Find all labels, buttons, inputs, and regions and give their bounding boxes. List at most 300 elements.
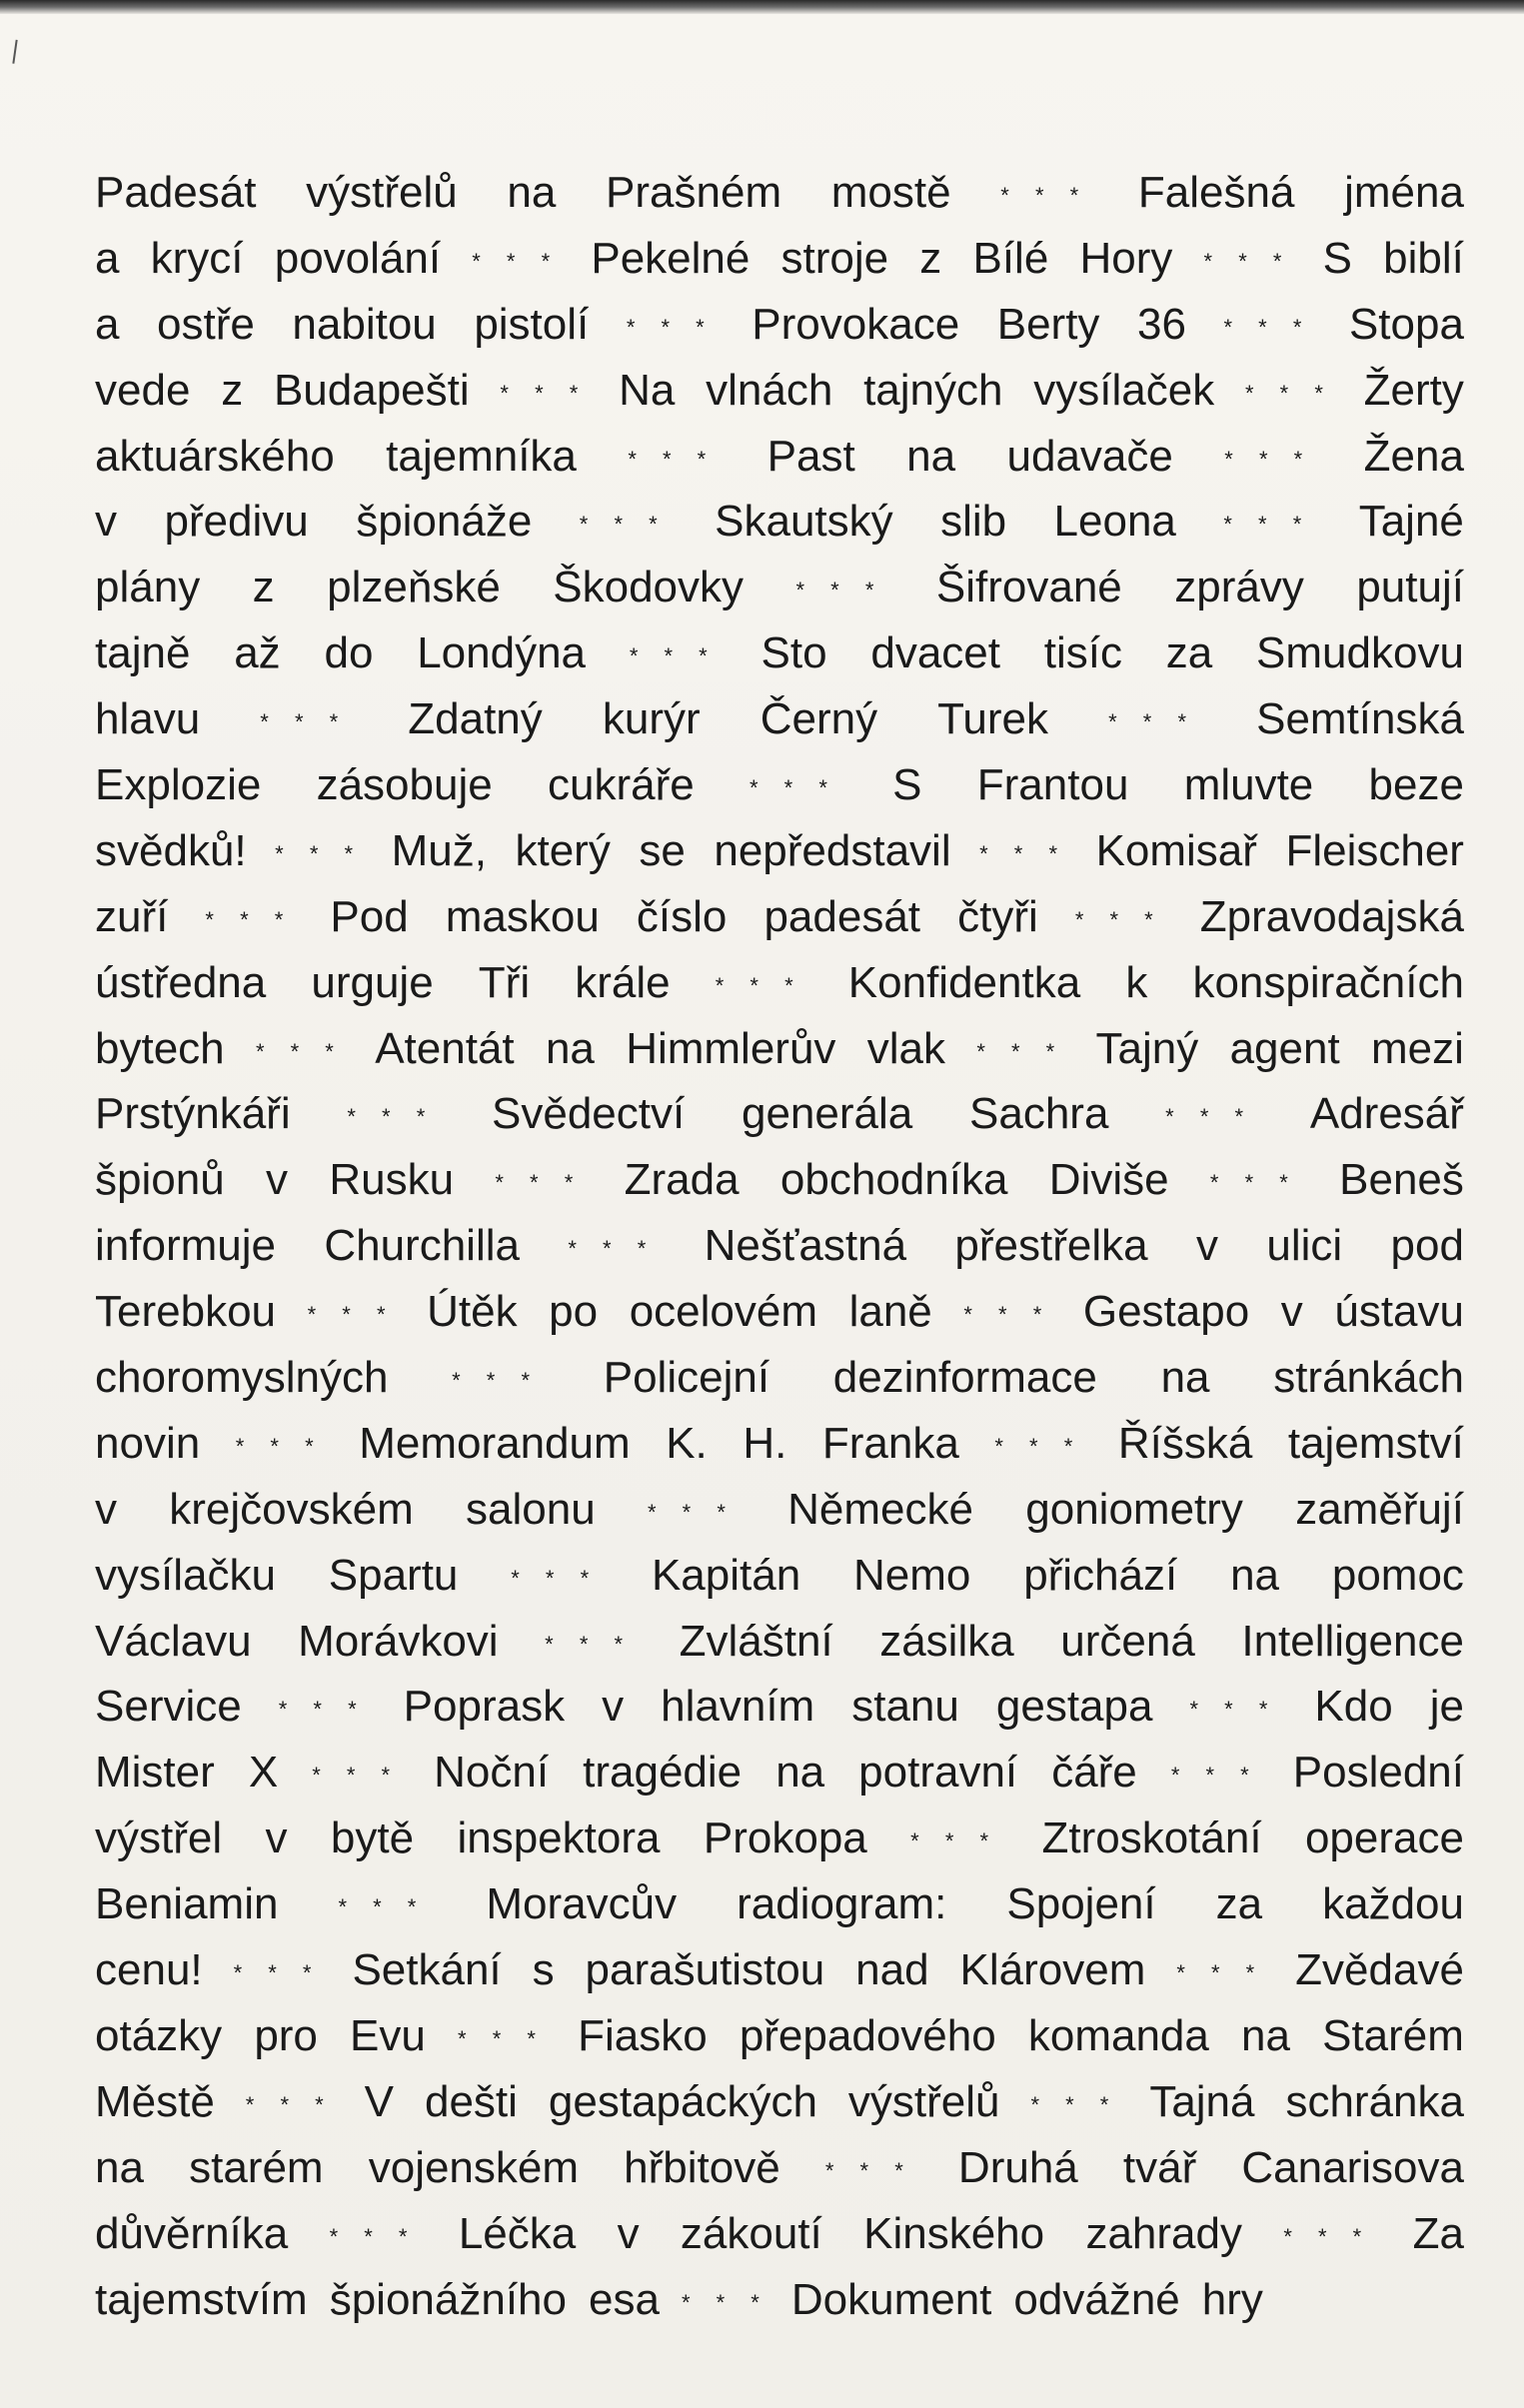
word: Churchilla — [324, 1221, 520, 1271]
star-separator: * * * — [458, 2025, 546, 2051]
word: vysílaček — [1033, 365, 1215, 415]
text-line — [95, 226, 1464, 292]
word: 36 — [1136, 299, 1186, 349]
word: zaměřují — [1295, 1484, 1464, 1534]
text-line — [95, 1609, 1464, 1675]
word: krejčovském — [169, 1484, 414, 1534]
star-separator: * * * — [1000, 183, 1089, 208]
word: a — [95, 233, 120, 283]
text-line — [95, 1279, 1464, 1345]
star-separator: * * * — [329, 2223, 418, 2249]
word: H. — [743, 1418, 787, 1468]
text-line — [95, 1345, 1464, 1411]
star-separator: * * * — [278, 1697, 367, 1723]
word: vlak — [866, 1023, 945, 1073]
star-separator: * * * — [628, 446, 717, 472]
word: plzeňské — [327, 563, 501, 612]
word: tisíc — [1043, 628, 1122, 678]
word: pomoc — [1331, 1550, 1464, 1600]
word: Šifrované — [935, 563, 1122, 612]
word: konspiračních — [1192, 957, 1464, 1007]
word: generála — [741, 1089, 913, 1139]
word: na — [507, 168, 557, 217]
word: jména — [1344, 168, 1464, 217]
word: Smudkovu — [1256, 628, 1464, 678]
word: Sachra — [969, 1089, 1109, 1139]
star-separator: * * * — [312, 1763, 401, 1789]
word: Městě — [95, 2076, 215, 2126]
word: Spojení — [1006, 1879, 1156, 1929]
word: z — [252, 563, 275, 612]
star-separator: * * * — [824, 2157, 913, 2183]
word: stránkách — [1273, 1353, 1464, 1403]
word: Past — [766, 431, 855, 481]
word: V — [364, 2076, 395, 2126]
word: vojenském — [368, 2142, 580, 2192]
word: přepadového — [739, 2010, 996, 2060]
word: Kdo — [1314, 1682, 1393, 1732]
word: předivu — [164, 497, 309, 547]
word: z — [221, 365, 244, 415]
word: Škodovky — [553, 563, 745, 612]
word: na — [1230, 1550, 1280, 1600]
word: zuří — [95, 891, 169, 941]
text-line — [95, 1016, 1464, 1082]
word: Žerty — [1363, 365, 1464, 415]
word: kurýr — [602, 694, 701, 744]
word: mezi — [1371, 1023, 1464, 1073]
word: Berty — [996, 299, 1100, 349]
word: důvěrníka — [95, 2208, 289, 2258]
word: urguje — [311, 957, 434, 1007]
word: radiogram: — [737, 1879, 947, 1929]
word: Léčka — [458, 2208, 577, 2258]
text-line — [95, 160, 1464, 226]
word: Útěk — [427, 1287, 518, 1337]
word: výstřelů — [847, 2076, 1000, 2126]
star-separator: * * * — [1189, 1697, 1278, 1723]
word: Svědectví — [492, 1089, 686, 1139]
word: výstřel — [95, 1813, 223, 1863]
text-line — [95, 884, 1464, 950]
word: Terebkou — [95, 1287, 277, 1337]
star-separator: * * * — [260, 709, 349, 735]
word: Setkání — [352, 1945, 502, 1995]
word: v — [617, 2208, 640, 2258]
word: Zdatný — [408, 694, 543, 744]
star-separator: * * * — [245, 2091, 334, 2117]
star-separator: * * * — [568, 1236, 657, 1262]
text-line — [95, 2135, 1464, 2201]
word: nepředstavil — [714, 825, 951, 875]
word: za — [1215, 1879, 1263, 1929]
word: hry — [1201, 2274, 1263, 2324]
word: parašutistou — [585, 1945, 825, 1995]
word: padesát — [763, 891, 921, 941]
word: hlavním — [661, 1682, 815, 1732]
star-separator: * * * — [1209, 1170, 1298, 1196]
word: přestřelka — [954, 1221, 1148, 1271]
star-separator: * * * — [233, 1960, 322, 1986]
text-line — [95, 555, 1464, 620]
word: tragédie — [583, 1748, 743, 1798]
word: v — [266, 1155, 288, 1205]
word: novin — [95, 1418, 201, 1468]
word: ulici — [1266, 1221, 1343, 1271]
star-separator: * * * — [579, 512, 668, 538]
word: Kinského — [863, 2208, 1045, 2258]
word: Zvláštní — [679, 1616, 833, 1666]
text-line — [95, 292, 1464, 358]
word: informuje — [95, 1221, 276, 1271]
word: Německé — [787, 1484, 973, 1534]
word: Rusku — [329, 1155, 455, 1205]
word: v — [1195, 1221, 1218, 1271]
star-separator: * * * — [1165, 1104, 1254, 1130]
word: hlavu — [95, 694, 201, 744]
word: nad — [855, 1945, 929, 1995]
word: Leona — [1053, 497, 1176, 547]
word: Sto — [761, 628, 827, 678]
text-line — [95, 2201, 1464, 2267]
word: zákoutí — [680, 2208, 822, 2258]
word: bytě — [330, 1813, 415, 1863]
word: Explozie — [95, 760, 262, 810]
word: Policejní — [603, 1353, 770, 1403]
word: Intelligence — [1241, 1616, 1464, 1666]
word: ostře — [157, 299, 255, 349]
word: Poslední — [1292, 1748, 1464, 1798]
star-separator: * * * — [1074, 906, 1163, 932]
word: Konfidentka — [847, 957, 1081, 1007]
word: Padesát — [95, 168, 257, 217]
word: Canarisova — [1241, 2142, 1464, 2192]
word: gestapáckých — [548, 2076, 817, 2126]
word: z — [919, 233, 942, 283]
word: Bílé — [972, 233, 1049, 283]
word: Na — [619, 365, 676, 415]
word: Prokopa — [703, 1813, 867, 1863]
word: salonu — [466, 1484, 596, 1534]
star-separator: * * * — [347, 1104, 436, 1130]
star-separator: * * * — [1223, 314, 1312, 340]
word: Klárovem — [959, 1945, 1146, 1995]
word: Gestapo — [1082, 1287, 1250, 1337]
word: bytech — [95, 1023, 225, 1073]
word: Memorandum — [359, 1418, 631, 1468]
word: Za — [1412, 2208, 1464, 2258]
text-line — [95, 1871, 1464, 1937]
text-line — [95, 2267, 1464, 2333]
word: špionů — [95, 1155, 225, 1205]
word: stroje — [780, 233, 889, 283]
text-line — [95, 2003, 1464, 2069]
text-line — [95, 1081, 1464, 1147]
word: Zpravodajská — [1199, 891, 1464, 941]
star-separator: * * * — [511, 1565, 600, 1591]
word: Zrada — [624, 1155, 740, 1205]
word: Franka — [821, 1418, 959, 1468]
word: tajných — [863, 365, 1003, 415]
word: tajemstvím — [95, 2274, 308, 2324]
word: Nemo — [853, 1550, 971, 1600]
word: mluvte — [1183, 760, 1314, 810]
text-line — [95, 686, 1464, 752]
word: povolání — [274, 233, 442, 283]
star-separator: * * * — [681, 2289, 769, 2315]
word: Kapitán — [651, 1550, 801, 1600]
word: Žena — [1363, 431, 1464, 481]
star-separator: * * * — [338, 1894, 427, 1920]
word: udavače — [1006, 431, 1173, 481]
word: Fleischer — [1285, 825, 1464, 875]
star-separator: * * * — [1224, 446, 1313, 472]
word: Moravcův — [486, 1879, 678, 1929]
word: obchodníka — [779, 1155, 1008, 1205]
word: otázky — [95, 2010, 223, 2060]
word: maskou — [445, 891, 600, 941]
word: Adresář — [1309, 1089, 1464, 1139]
word: krycí — [150, 233, 244, 283]
text-line — [95, 1806, 1464, 1871]
word: ocelovém — [629, 1287, 817, 1337]
word: Hory — [1079, 233, 1173, 283]
word: Poprask — [403, 1682, 566, 1732]
word: potravní — [858, 1748, 1018, 1798]
word: každou — [1322, 1879, 1464, 1929]
word: operace — [1304, 1813, 1464, 1863]
word: hřbitově — [624, 2142, 780, 2192]
word: Turek — [937, 694, 1049, 744]
word: Václavu — [95, 1616, 252, 1666]
word: Falešná — [1137, 168, 1295, 217]
word: odvážné — [1013, 2274, 1180, 2324]
word: krále — [575, 957, 671, 1007]
text-line — [95, 2069, 1464, 2135]
word: zprávy — [1174, 563, 1304, 612]
word: Mister — [95, 1748, 215, 1798]
word: Říšská — [1117, 1418, 1253, 1468]
word: zásilka — [879, 1616, 1014, 1666]
text-line — [95, 1674, 1464, 1740]
word: v — [1280, 1287, 1303, 1337]
text-line — [95, 358, 1464, 424]
word: na — [906, 431, 956, 481]
word: Budapešti — [273, 365, 470, 415]
text-line — [95, 1740, 1464, 1806]
word: schránka — [1285, 2076, 1464, 2126]
star-separator: * * * — [235, 1433, 324, 1459]
word: dvacet — [870, 628, 1000, 678]
star-separator: * * * — [495, 1170, 584, 1196]
word: laně — [848, 1287, 932, 1337]
word: Stopa — [1348, 299, 1464, 349]
word: pro — [254, 2010, 318, 2060]
star-separator: * * * — [715, 972, 803, 998]
word: čtyři — [957, 891, 1038, 941]
word: a — [95, 299, 120, 349]
word: Himmlerův — [626, 1023, 836, 1073]
cover-top-edge — [0, 0, 1524, 14]
word: v — [602, 1682, 625, 1732]
word: Provokace — [752, 299, 960, 349]
word: Londýna — [417, 628, 587, 678]
star-separator: * * * — [1170, 1763, 1259, 1789]
word: vysílačku — [95, 1550, 276, 1600]
star-separator: * * * — [994, 1433, 1083, 1459]
word: pod — [1390, 1221, 1464, 1271]
word: X — [248, 1748, 279, 1798]
word: inspektora — [457, 1813, 661, 1863]
word: v — [95, 497, 117, 547]
text-line — [95, 1147, 1464, 1213]
word: cukráře — [547, 760, 695, 810]
word: Pekelné — [591, 233, 751, 283]
word: Beniamin — [95, 1879, 279, 1929]
text-line — [95, 424, 1464, 490]
word: ústavu — [1334, 1287, 1464, 1337]
word: S — [1322, 233, 1352, 283]
word: který — [515, 825, 611, 875]
word: Evu — [350, 2010, 426, 2060]
word: špionáže — [356, 497, 533, 547]
star-separator: * * * — [910, 1828, 999, 1854]
word: aktuárského — [95, 431, 335, 481]
word: goniometry — [1025, 1484, 1243, 1534]
word: na — [545, 1023, 595, 1073]
star-separator: * * * — [976, 1038, 1065, 1064]
word: choromyslných — [95, 1353, 389, 1403]
word: tajemníka — [386, 431, 577, 481]
word: výstřelů — [306, 168, 458, 217]
word: k — [1125, 957, 1148, 1007]
text-line — [95, 620, 1464, 686]
star-separator: * * * — [963, 1302, 1052, 1328]
word: nabitou — [292, 299, 437, 349]
word: tajemství — [1287, 1418, 1464, 1468]
word: mostě — [830, 168, 951, 217]
word: Prstýnkáři — [95, 1089, 291, 1139]
word: vlnách — [706, 365, 833, 415]
star-separator: * * * — [1203, 248, 1292, 274]
word: zahrady — [1085, 2208, 1242, 2258]
star-separator: * * * — [1283, 2223, 1372, 2249]
star-separator: * * * — [500, 380, 589, 406]
word: cenu! — [95, 1945, 203, 1995]
word: Tajný — [1095, 1023, 1199, 1073]
word: Fiasko — [578, 2010, 708, 2060]
word: na — [95, 2142, 144, 2192]
word: agent — [1229, 1023, 1340, 1073]
star-separator: * * * — [647, 1499, 736, 1525]
star-separator: * * * — [795, 578, 884, 603]
word: špionážního — [329, 2274, 567, 2324]
word: určená — [1060, 1616, 1195, 1666]
word: Service — [95, 1682, 242, 1732]
text-line — [95, 818, 1464, 884]
word: Tajné — [1358, 497, 1464, 547]
star-separator: * * * — [205, 906, 294, 932]
word: číslo — [636, 891, 728, 941]
word: esa — [589, 2274, 660, 2324]
text-line — [95, 489, 1464, 555]
word: dezinformace — [832, 1353, 1097, 1403]
word: Nešťastná — [704, 1221, 907, 1271]
word: Druhá — [957, 2142, 1078, 2192]
word: Pod — [330, 891, 409, 941]
word: Morávkovi — [298, 1616, 499, 1666]
word: na — [1160, 1353, 1210, 1403]
word: slib — [940, 497, 1007, 547]
word: putují — [1356, 563, 1464, 612]
star-separator: * * * — [1223, 512, 1312, 538]
text-line — [95, 1213, 1464, 1279]
word: Diviše — [1048, 1155, 1169, 1205]
word: beze — [1368, 760, 1464, 810]
word: za — [1165, 628, 1213, 678]
chapter-list-text — [95, 160, 1464, 2332]
word: po — [549, 1287, 599, 1337]
word: až — [234, 628, 281, 678]
word: se — [639, 825, 686, 875]
word: Frantou — [976, 760, 1129, 810]
word: čáře — [1051, 1748, 1137, 1798]
text-line — [95, 1411, 1464, 1477]
word: tvář — [1122, 2142, 1197, 2192]
text-line — [95, 1937, 1464, 2003]
text-line — [95, 950, 1464, 1016]
word: Prašném — [606, 168, 782, 217]
star-separator: * * * — [1244, 380, 1333, 406]
word: biblí — [1383, 233, 1464, 283]
word: gestapa — [995, 1682, 1153, 1732]
star-separator: * * * — [1176, 1960, 1265, 1986]
word: Dokument — [790, 2274, 992, 2324]
word: S — [892, 760, 922, 810]
star-separator: * * * — [307, 1302, 396, 1328]
star-separator: * * * — [255, 1038, 344, 1064]
word: Tajná — [1149, 2076, 1255, 2126]
word: přichází — [1023, 1550, 1178, 1600]
word: na — [1241, 2010, 1290, 2060]
word: Semtínská — [1256, 694, 1464, 744]
star-separator: * * * — [472, 248, 561, 274]
word: na — [775, 1748, 825, 1798]
word: zásobuje — [316, 760, 493, 810]
word: v — [95, 1484, 117, 1534]
star-separator: * * * — [1108, 709, 1197, 735]
word: Ztroskotání — [1041, 1813, 1262, 1863]
word: Muž, — [391, 825, 487, 875]
word: je — [1429, 1682, 1464, 1732]
word: s — [532, 1945, 555, 1995]
word: svědků! — [95, 825, 247, 875]
word: do — [324, 628, 374, 678]
star-separator: * * * — [545, 1631, 634, 1657]
star-separator: * * * — [629, 643, 718, 669]
star-separator: * * * — [452, 1368, 541, 1394]
star-separator: * * * — [626, 314, 715, 340]
star-separator: * * * — [275, 840, 364, 866]
word: Zvědavé — [1295, 1945, 1464, 1995]
text-line — [95, 1477, 1464, 1543]
word: Noční — [434, 1748, 550, 1798]
word: Komisař — [1095, 825, 1257, 875]
word: ústředna — [95, 957, 267, 1007]
word: Atentát — [375, 1023, 515, 1073]
word: dešti — [424, 2076, 518, 2126]
word: Tři — [478, 957, 531, 1007]
